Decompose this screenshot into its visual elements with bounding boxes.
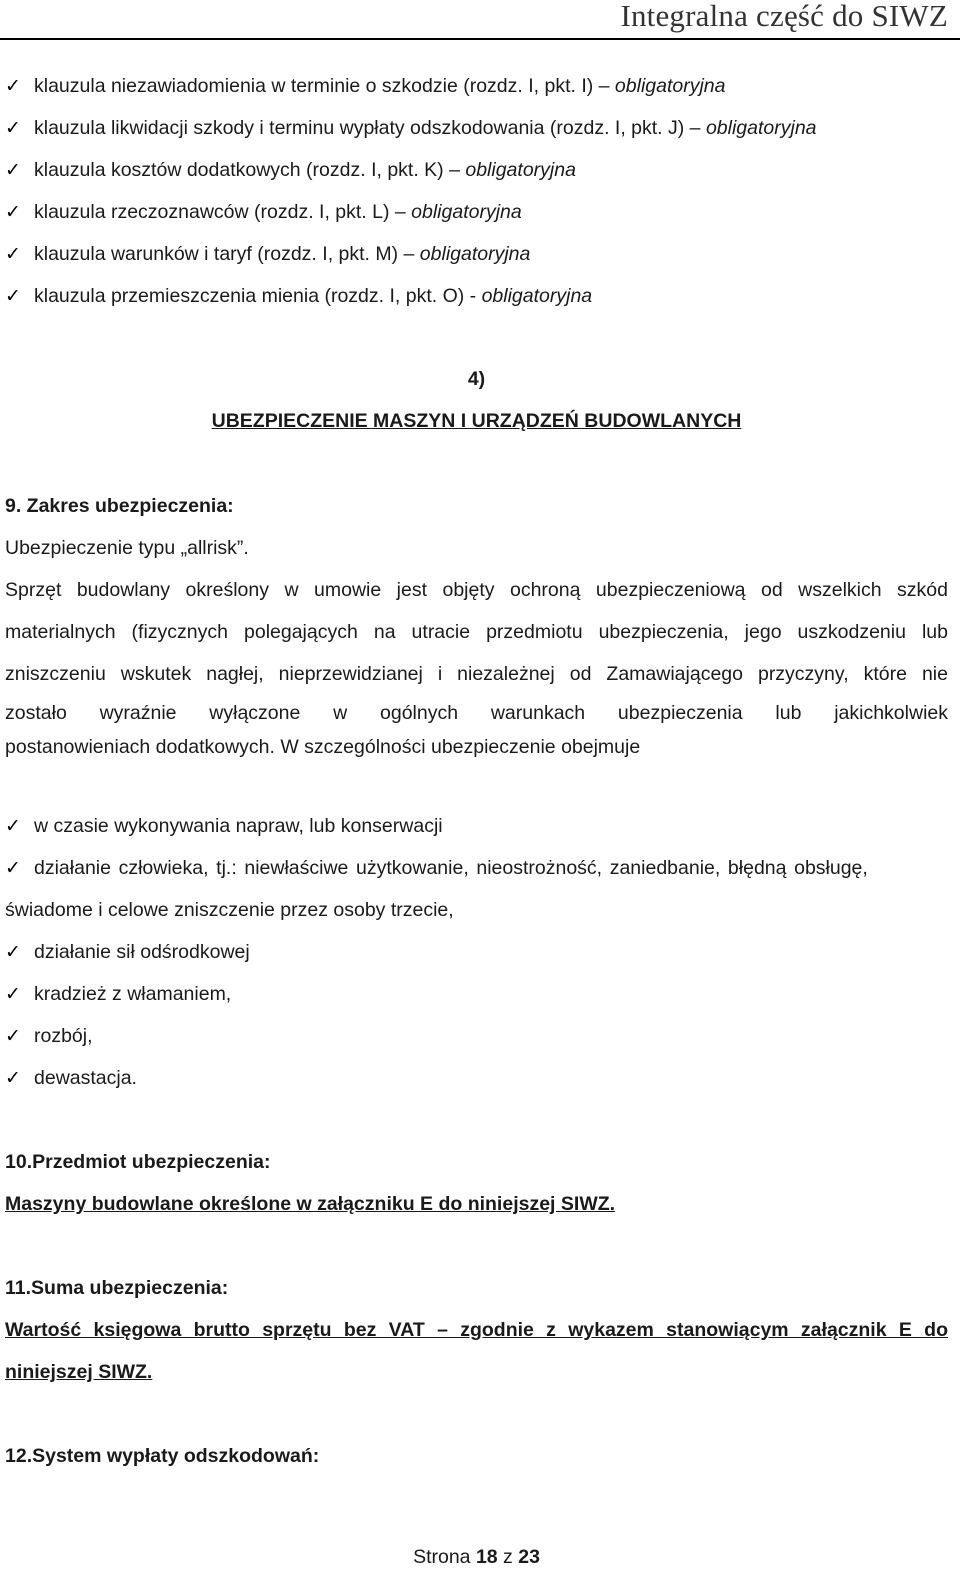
checkmark-icon: ✓: [5, 1068, 21, 1089]
item-text: w czasie wykonywania napraw, lub konserwacji: [34, 815, 443, 837]
checkmark-icon: ✓: [5, 202, 21, 223]
clause-text: klauzula warunków i taryf (rozdz. I, pkt. M) –: [34, 243, 420, 265]
sum-text-line: Wartość księgowa brutto sprzętu bez VAT – zgodnie z wykazem stanowiącym załącznik E do: [5, 1319, 948, 1341]
page-number: 18: [475, 1546, 498, 1568]
clause-status: obligatoryjna: [705, 117, 817, 139]
section-title: UBEZPIECZENIE MASZYN I URZĄDZEŃ BUDOWLANYCH: [211, 410, 742, 432]
clause-text: klauzula likwidacji szkody i terminu wypłaty odszkodowania (rozdz. I, pkt. J) –: [34, 117, 706, 139]
list-item: [5, 74, 948, 99]
clause-status: obligatoryjna: [614, 75, 726, 97]
item-continuation: świadome i celowe zniszczenie przez osoby trzecie,: [5, 899, 454, 921]
clause-status: obligatoryjna: [419, 243, 531, 265]
header-title: Integralna część do SIWZ: [620, 0, 948, 33]
item-text: działanie sił odśrodkowej: [34, 941, 250, 963]
item-text: rozbój,: [34, 1025, 93, 1047]
checkmark-icon: ✓: [5, 942, 21, 963]
clause-status: obligatoryjna: [481, 285, 593, 307]
item-text: działanie człowieka, tj.: niewłaściwe użytkowanie, nieostrożność, zaniedbanie, błędną obsługę,: [34, 857, 868, 879]
checkmark-icon: ✓: [5, 76, 21, 97]
list-item: [5, 242, 948, 267]
clause-text: klauzula niezawiadomienia w terminie o szkodzie (rozdz. I, pkt. I) –: [34, 75, 615, 97]
item-text: dewastacja.: [34, 1067, 137, 1089]
clause-text: klauzula kosztów dodatkowych (rozdz. I, pkt. K) –: [34, 159, 466, 181]
paragraph-line: zniszczeniu wskutek nagłej, nieprzewidzianej i niezależnej od Zamawiającego przyczyny, które nie: [5, 663, 948, 685]
paragraph-line: postanowieniach dodatkowych. W szczególności ubezpieczenie obejmuje: [5, 736, 641, 758]
header-rule: [0, 38, 960, 40]
item-text: kradzież z włamaniem,: [34, 983, 232, 1005]
paragraph-line: zostało wyraźnie wyłączone w ogólnych warunkach ubezpieczenia lub jakichkolwiek: [5, 702, 948, 724]
checkmark-icon: ✓: [5, 160, 21, 181]
sum-heading: 11.Suma ubezpieczenia:: [5, 1277, 229, 1299]
paragraph-line: materialnych (fizycznych polegających na utracie przedmiotu ubezpieczenia, jego uszkodzeniu lub: [5, 621, 948, 643]
list-item: [5, 814, 948, 839]
list-item: [5, 1066, 948, 1091]
checkmark-icon: ✓: [5, 816, 21, 837]
checkmark-icon: ✓: [5, 244, 21, 265]
sum-text-line: niniejszej SIWZ.: [5, 1361, 153, 1383]
checkmark-icon: ✓: [5, 1026, 21, 1047]
list-item: [5, 158, 948, 183]
list-item: [5, 940, 948, 965]
paragraph-line: Sprzęt budowlany określony w umowie jest objęty ochroną ubezpieczeniową od wszelkich szkód: [5, 579, 948, 601]
checkmark-icon: ✓: [5, 286, 21, 307]
clause-text: klauzula rzeczoznawców (rozdz. I, pkt. L) –: [34, 201, 412, 223]
scope-type: Ubezpieczenie typu „allrisk”.: [5, 537, 249, 559]
clause-status: obligatoryjna: [411, 201, 522, 223]
list-item: [5, 982, 948, 1007]
checkmark-icon: ✓: [5, 858, 21, 879]
subject-text: Maszyny budowlane określone w załączniku E do niniejszej SIWZ.: [5, 1193, 616, 1215]
list-item: [5, 284, 948, 309]
checkmark-icon: ✓: [5, 984, 21, 1005]
footer-prefix: Strona: [413, 1546, 476, 1568]
list-item: [5, 200, 948, 225]
section-number: 4): [467, 368, 486, 390]
list-item: [5, 1024, 948, 1049]
checkmark-icon: ✓: [5, 118, 21, 139]
subject-heading: 10.Przedmiot ubezpieczenia:: [5, 1151, 271, 1173]
payout-heading: 12.System wypłaty odszkodowań:: [5, 1445, 320, 1467]
page-total: 23: [518, 1546, 540, 1568]
footer-separator: z: [497, 1546, 519, 1568]
scope-heading: 9. Zakres ubezpieczenia:: [5, 495, 234, 517]
list-item: [5, 856, 948, 881]
clause-status: obligatoryjna: [465, 159, 576, 181]
list-item: [5, 116, 948, 141]
clause-text: klauzula przemieszczenia mienia (rozdz. I, pkt. O) -: [34, 285, 482, 307]
page-footer: [0, 1546, 953, 1569]
